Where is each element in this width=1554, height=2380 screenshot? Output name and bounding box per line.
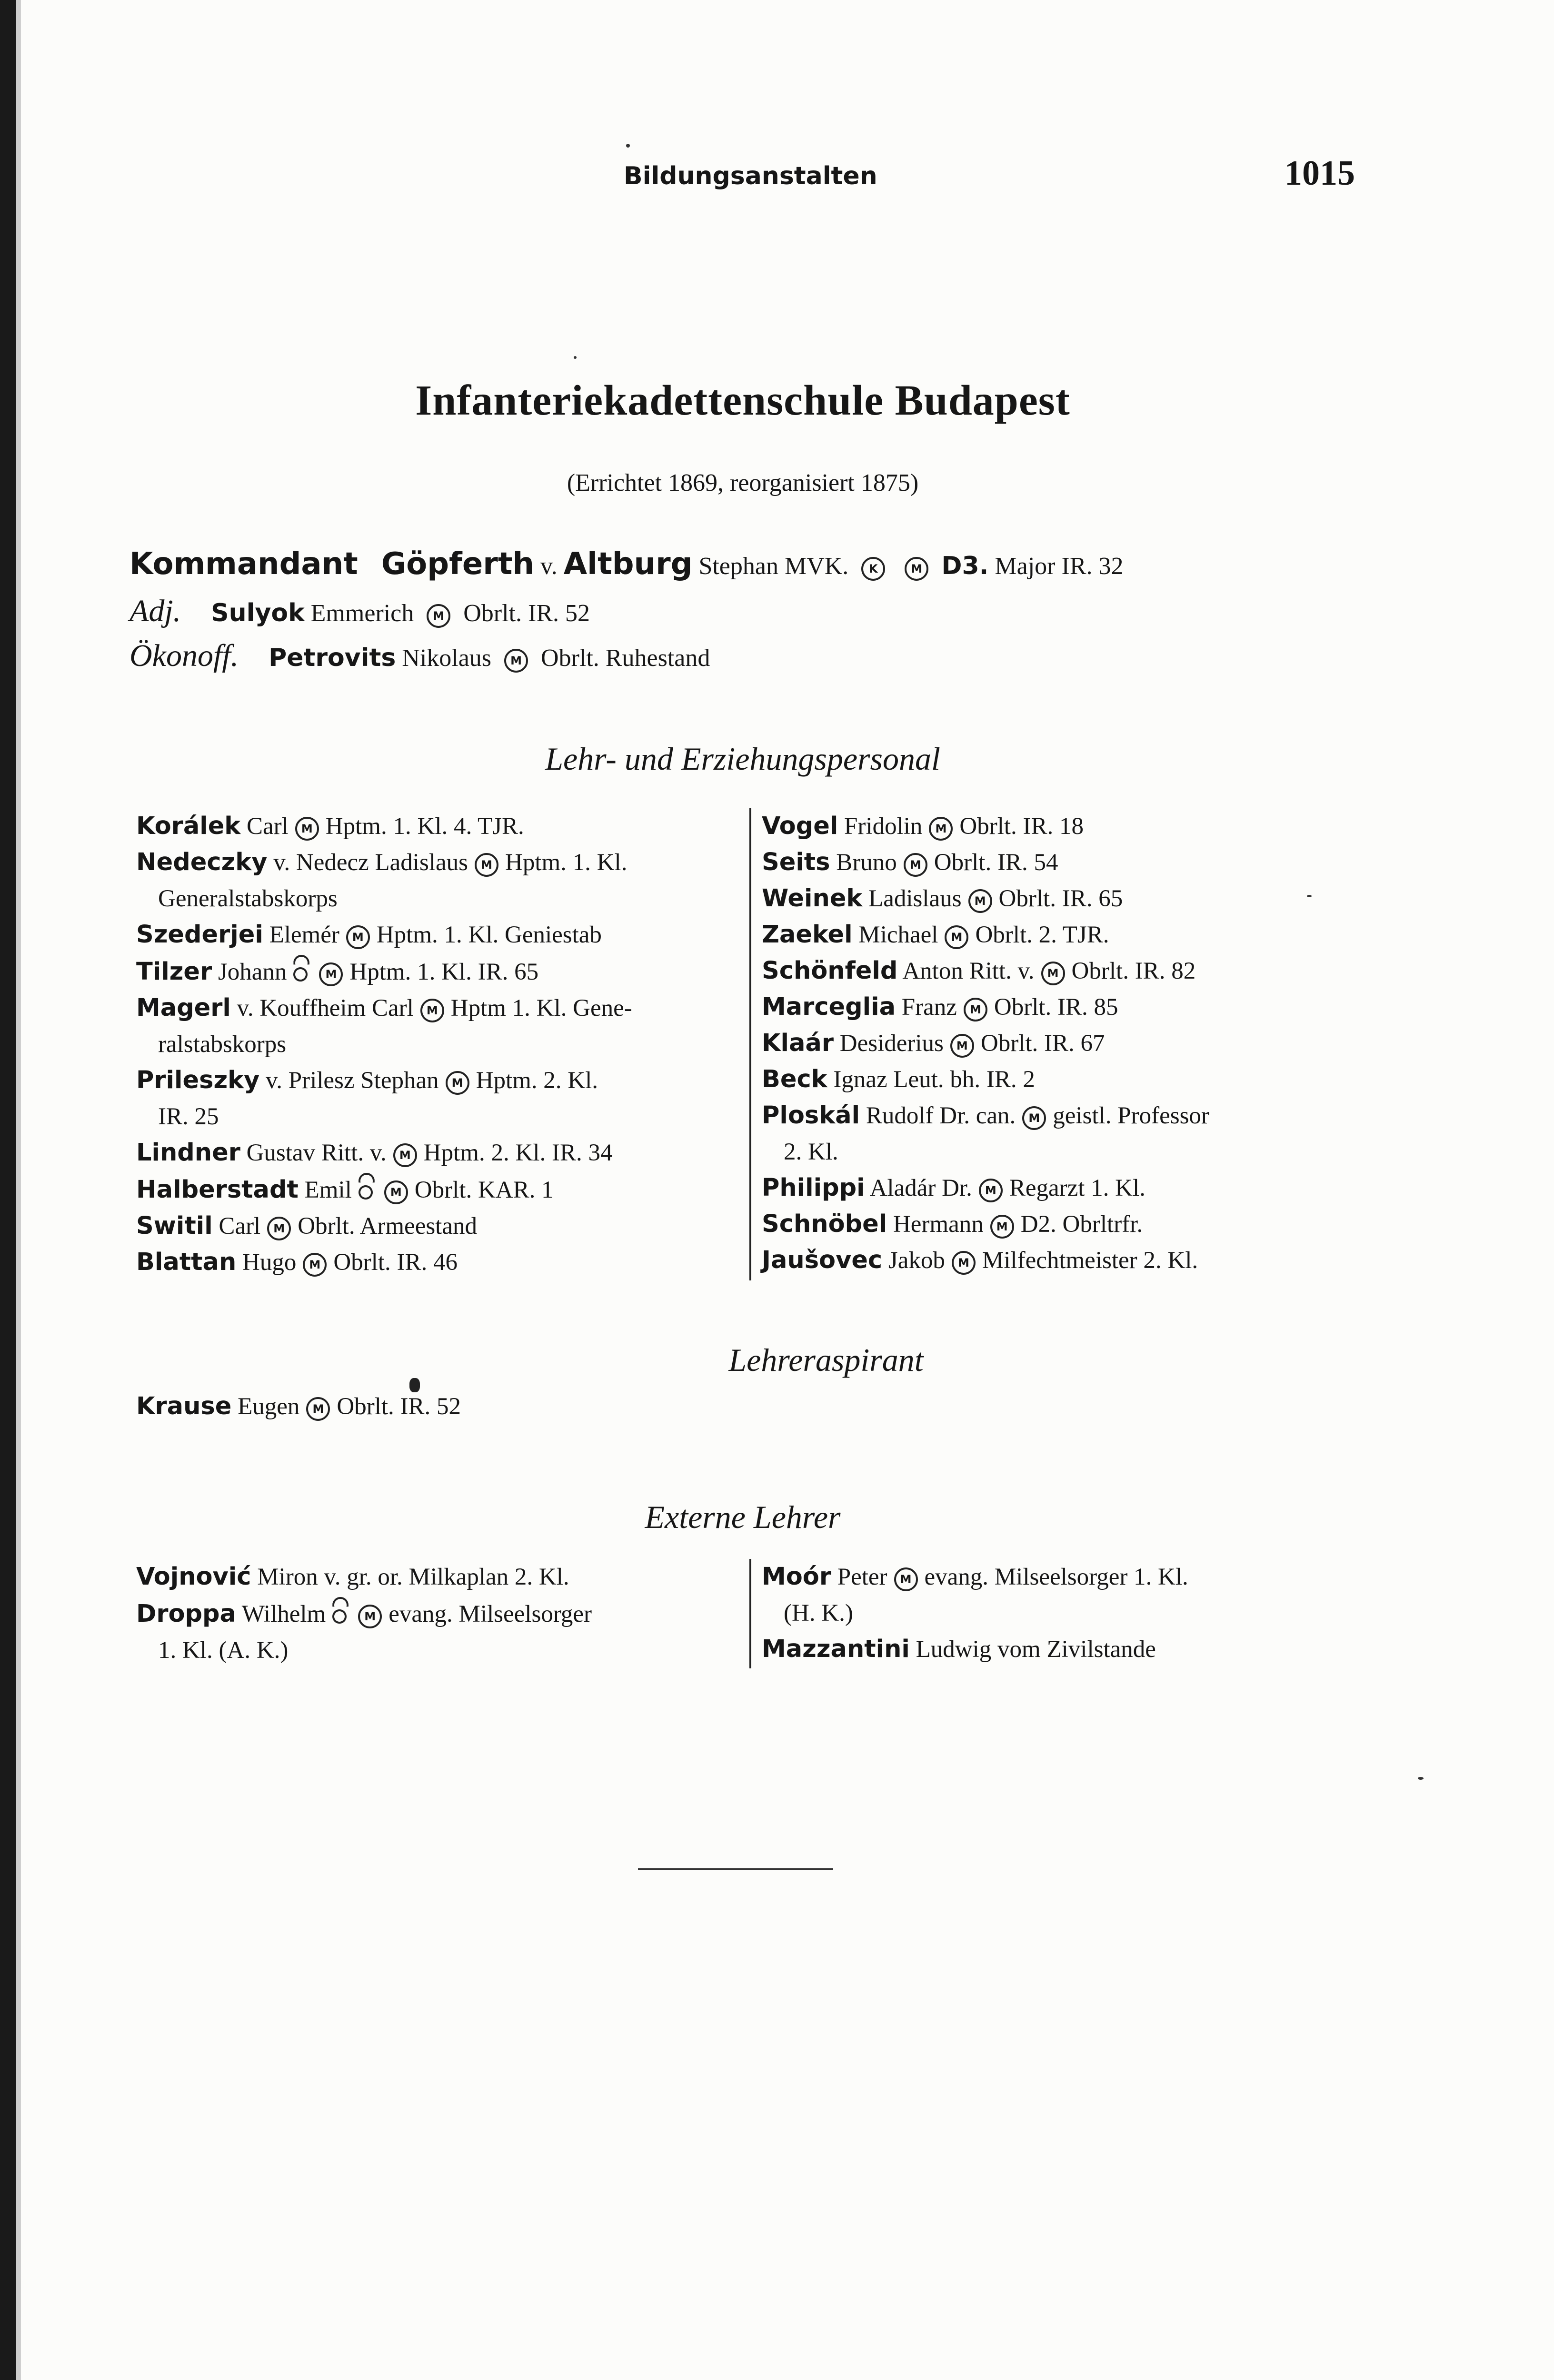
m-badge-icon: M (929, 817, 953, 841)
staff-entry-continuation: 1. Kl. (A. K.) (158, 1637, 289, 1664)
staff-entry: Weinek Ladislaus M Obrlt. IR. 65 (762, 884, 1123, 912)
staff-entry-continuation: Generalstabskorps (158, 885, 338, 912)
running-head: Bildungsanstalten (624, 162, 877, 190)
staff-entry: Mazzantini Ludwig vom Zivilstande (762, 1635, 1156, 1663)
m-badge-icon: M (979, 1179, 1003, 1202)
adjutant-line (130, 593, 590, 629)
staff-entry-continuation: ralstabskorps (158, 1031, 287, 1058)
commandant-line (130, 546, 1124, 582)
surname: Petrovits (269, 644, 396, 672)
m-badge-icon: M (475, 853, 498, 877)
rank: Major IR. 32 (995, 553, 1124, 580)
staff-entry: Lindner Gustav Ritt. v. M Hptm. 2. Kl. IR. 34 (136, 1139, 613, 1167)
scan-speck (626, 144, 630, 148)
m-badge-icon: M (319, 962, 343, 986)
m-badge-icon: M (303, 1253, 327, 1277)
section-heading-external: Externe Lehrer (645, 1499, 841, 1535)
staff-entry: Vojnović Miron v. gr. or. Milkaplan 2. Kl. (136, 1563, 569, 1591)
m-badge-icon: M (420, 999, 444, 1022)
staff-entry: Beck Ignaz Leut. bh. IR. 2 (762, 1065, 1035, 1093)
m-badge-icon: M (295, 817, 319, 841)
m-badge-icon: M (904, 853, 927, 877)
m-badge-icon: M (1022, 1106, 1046, 1130)
staff-entry: Ploskál Rudolf Dr. can. M geistl. Professor (762, 1101, 1209, 1130)
staff-entry: Switil Carl M Obrlt. Armeestand (136, 1212, 477, 1240)
aspirant-entry: Krause Eugen M Obrlt. IR. 52 (136, 1392, 461, 1420)
ink-blot (409, 1378, 420, 1392)
m-badge-icon: M (267, 1217, 291, 1240)
m-badge-icon: M (964, 998, 987, 1021)
surname: Sulyok (211, 599, 305, 627)
m-badge-icon: M (306, 1397, 330, 1421)
economist-line (130, 638, 710, 674)
staff-entry: Marceglia Franz M Obrlt. IR. 85 (762, 993, 1118, 1021)
external-right-column (751, 1559, 1358, 1668)
given-name: Stephan MVK. (698, 553, 849, 580)
staff-entry-continuation: (H. K.) (784, 1600, 853, 1626)
scan-speck (1418, 1777, 1424, 1780)
m-badge-icon: M (346, 925, 370, 949)
surname: Göpferth (381, 546, 534, 582)
staff-entry: Droppa Wilhelm M evang. Milseelsorger (136, 1595, 736, 1632)
staff-entry: Halberstadt Emil M Obrlt. KAR. 1 (136, 1171, 736, 1208)
m-badge-icon: M (968, 889, 992, 913)
m-badge-icon: M (905, 557, 928, 581)
role-label: Adj. (130, 594, 181, 628)
section-heading-teaching: Lehr- und Erziehungspersonal (545, 741, 940, 777)
external-left-column (136, 1559, 751, 1668)
staff-entry: Szederjei Elemér M Hptm. 1. Kl. Geniestab (136, 921, 602, 949)
scan-edge (0, 0, 16, 2380)
staff-entry: Jaušovec Jakob M Milfechtmeister 2. Kl. (762, 1246, 1198, 1274)
staff-entry: Klaár Desiderius M Obrlt. IR. 67 (762, 1029, 1105, 1057)
staff-entry: Schönfeld Anton Ritt. v. M Obrlt. IR. 82 (762, 957, 1196, 985)
staff-entry: Prileszky v. Prilesz Stephan M Hptm. 2. Kl. (136, 1066, 598, 1094)
staff-entry: Seits Bruno M Obrlt. IR. 54 (762, 848, 1058, 876)
staff-entry-continuation: IR. 25 (158, 1103, 219, 1130)
role-label: Kommandant (130, 546, 358, 582)
teaching-staff-left-column (136, 808, 751, 1280)
war-decoration-icon (330, 1595, 347, 1626)
given-name: Emmerich (310, 600, 414, 627)
staff-entry: Blattan Hugo M Obrlt. IR. 46 (136, 1248, 458, 1276)
scan-speck (574, 356, 577, 359)
page-subtitle: (Errichtet 1869, reorganisiert 1875) (567, 469, 919, 496)
staff-entry: Moór Peter M evang. Milseelsorger 1. Kl. (762, 1563, 1188, 1591)
staff-entry-continuation: 2. Kl. (784, 1139, 838, 1165)
m-badge-icon: M (504, 649, 528, 673)
page-title: Infanteriekadettenschule Budapest (415, 377, 1070, 424)
m-badge-icon: M (894, 1567, 918, 1591)
m-badge-icon: M (990, 1215, 1014, 1239)
m-badge-icon: M (945, 925, 968, 949)
scan-speck (1307, 895, 1312, 897)
staff-entry: Nedeczky v. Nedecz Ladislaus M Hptm. 1. Kl. (136, 848, 628, 876)
k-badge-icon: K (861, 557, 885, 581)
m-badge-icon: M (393, 1143, 417, 1167)
war-decoration-icon (291, 953, 308, 983)
section-heading-aspirant: Lehreraspirant (728, 1342, 924, 1378)
rank: Obrlt. Ruhestand (541, 645, 710, 672)
staff-entry: Korálek Carl M Hptm. 1. Kl. 4. TJR. (136, 812, 524, 840)
decoration-d3: D3. (941, 552, 989, 580)
staff-entry: Philippi Aladár Dr. M Regarzt 1. Kl. (762, 1174, 1146, 1202)
staff-entry: Tilzer Johann M Hptm. 1. Kl. IR. 65 (136, 953, 736, 990)
staff-entry: Schnöbel Hermann M D2. Obrltrfr. (762, 1210, 1143, 1238)
m-badge-icon: M (427, 604, 450, 628)
particle: v. (540, 553, 558, 580)
given-name: Nikolaus (402, 645, 492, 672)
m-badge-icon: M (1041, 962, 1065, 985)
teaching-staff-columns (136, 808, 1358, 1280)
m-badge-icon: M (446, 1071, 469, 1095)
teaching-staff-right-column (751, 808, 1358, 1280)
scan-edge-shadow (16, 0, 21, 2380)
role-label: Ökonoff. (130, 638, 239, 673)
external-teachers-columns (136, 1559, 1358, 1668)
title-name: Altburg (563, 546, 693, 582)
war-decoration-icon (357, 1171, 373, 1201)
end-rule (638, 1868, 833, 1870)
staff-entry: Zaekel Michael M Obrlt. 2. TJR. (762, 921, 1109, 949)
rank: Obrlt. IR. 52 (463, 600, 590, 627)
staff-entry: Vogel Fridolin M Obrlt. IR. 18 (762, 812, 1084, 840)
page-number: 1015 (1285, 154, 1355, 193)
m-badge-icon: M (384, 1180, 408, 1204)
staff-entry: Magerl v. Kouffheim Carl M Hptm 1. Kl. Gene- (136, 994, 632, 1022)
m-badge-icon: M (358, 1605, 382, 1628)
m-badge-icon: M (952, 1251, 976, 1275)
m-badge-icon: M (950, 1034, 974, 1058)
